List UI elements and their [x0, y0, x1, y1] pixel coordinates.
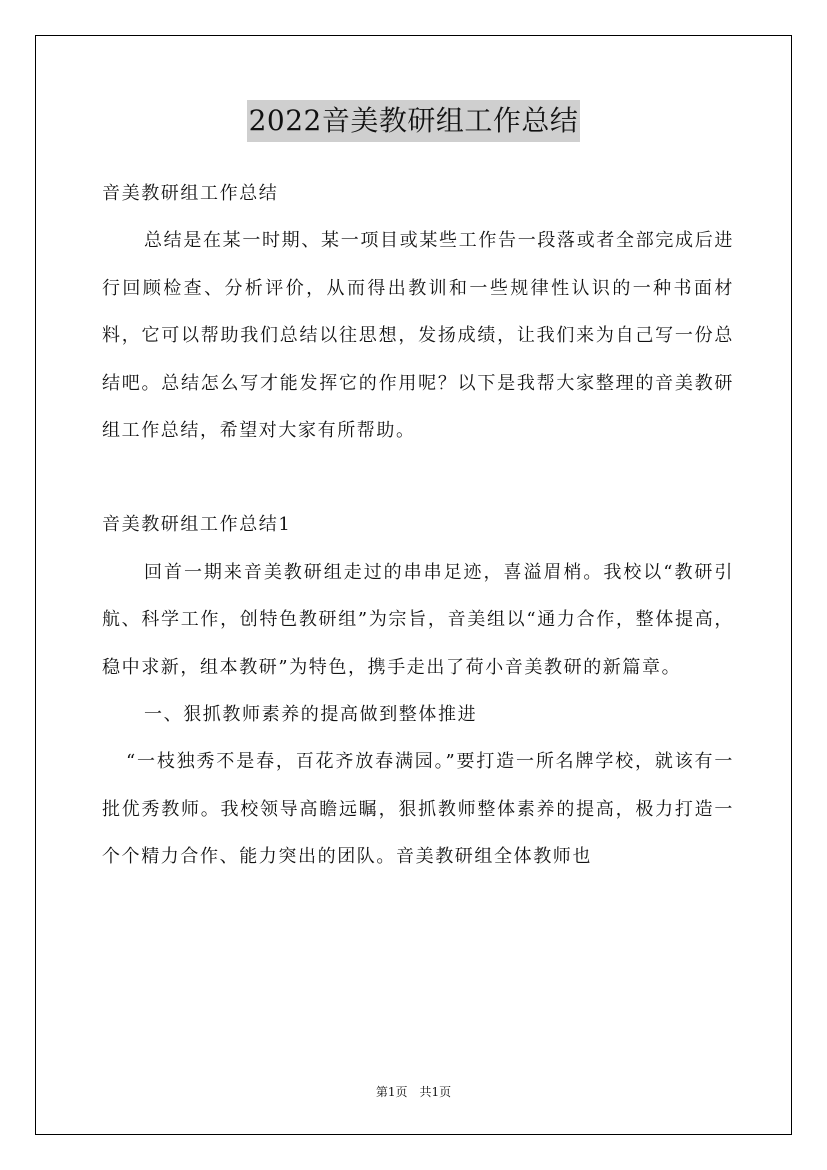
section1-heading: 音美教研组工作总结1 — [102, 514, 292, 536]
page-number: 第1页 — [375, 1085, 408, 1099]
section1-paragraph-2: “一枝独秀不是春，百花齐放春满园。”要打造一所名牌学校，就该有一批优秀教师。我校领导高瞻远瞩，狠抓教师整体素养的提高，极力打造一个个精力合作、能力突出的团队。音美教研组全体教师也 — [102, 751, 734, 868]
document-title: 2022音美教研组工作总结 — [247, 100, 581, 142]
section1-paragraph-1: 回首一期来音美教研组走过的串串足迹，喜溢眉梢。我校以“教研引航、科学工作，创特色教研组”为宗旨，音美组以“通力合作，整体提高，稳中求新，组本教研”为特色，携手走出了荷小音美教研的新篇章。 — [102, 561, 734, 678]
paragraph-gap — [102, 454, 734, 501]
title-wrap — [0, 100, 827, 142]
page-total: 共1页 — [419, 1085, 452, 1099]
intro-paragraph: 总结是在某一时期、某一项目或某些工作告一段落或者全部完成后进行回顾检查、分析评价，从而得出教训和一些规律性认识的一种书面材料，它可以帮助我们总结以往思想，发扬成绩，让我们来为自己写一份总结吧。总结怎么写才能发挥它的作用呢？以下是我帮大家整理的音美教研组工作总结，希望对大家有所帮助。 — [102, 230, 734, 442]
page-footer — [0, 1084, 827, 1100]
section1-subheading-1: 一、狠抓教师素养的提高做到整体推进 — [144, 704, 478, 726]
document-body — [102, 170, 734, 881]
section-heading: 音美教研组工作总结 — [102, 183, 279, 204]
